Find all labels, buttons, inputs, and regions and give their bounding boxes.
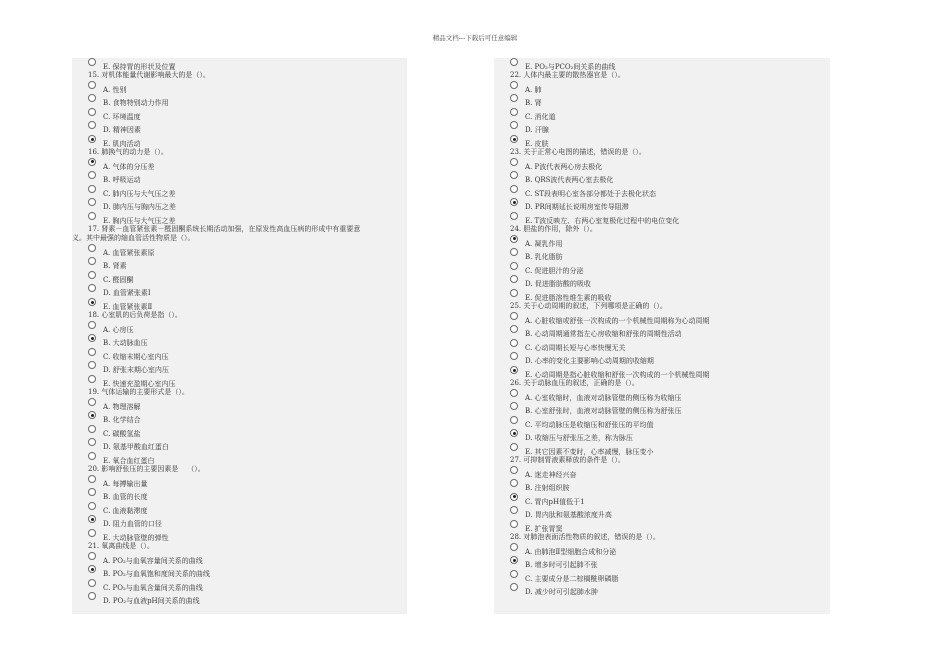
answer-option[interactable] <box>510 493 822 505</box>
answer-option[interactable] <box>88 108 399 120</box>
option-label: B. 肾素 <box>103 262 127 271</box>
radio-button[interactable] <box>510 402 518 410</box>
option-label: A. 迷走神经兴奋 <box>525 470 577 479</box>
radio-button-selected[interactable] <box>510 198 518 206</box>
option-label: E. PO₂与PCO₂间关系的曲线 <box>525 63 616 71</box>
answer-option[interactable] <box>510 339 822 351</box>
answer-option[interactable] <box>510 389 822 401</box>
answer-option[interactable] <box>88 452 399 464</box>
answer-option[interactable] <box>88 321 399 333</box>
answer-option[interactable] <box>88 411 399 423</box>
option-label: A. 由肺泡Ⅱ型细胞合成和分泌 <box>525 547 617 556</box>
radio-button[interactable] <box>510 94 518 102</box>
radio-button[interactable] <box>510 543 518 551</box>
radio-button-selected[interactable] <box>88 158 96 166</box>
radio-button[interactable] <box>88 198 96 206</box>
answer-option[interactable] <box>88 565 399 577</box>
option-label: B. 食物特别动力作用 <box>103 99 169 108</box>
question-text: 22. 人体内最主要的散热器官是（）。 <box>510 70 625 79</box>
radio-button[interactable] <box>88 212 96 220</box>
option-label: E. 氧合血红蛋白 <box>103 457 155 465</box>
answer-option[interactable] <box>88 475 399 487</box>
question-text: 28. 对肺泡表面活性物质的叙述，错误的是（）。 <box>510 532 660 541</box>
radio-button[interactable] <box>510 289 518 297</box>
radio-button[interactable] <box>510 212 518 220</box>
option-label: D. 汗腺 <box>525 126 549 135</box>
answer-option[interactable] <box>88 284 399 296</box>
radio-button[interactable] <box>510 506 518 514</box>
option-label: B. 肾 <box>525 99 542 108</box>
option-label: E. 胸内压与大气压之差 <box>103 217 176 225</box>
radio-button-selected[interactable] <box>88 135 96 143</box>
answer-option[interactable] <box>510 275 822 287</box>
answer-option[interactable] <box>88 375 399 387</box>
option-label: E. 快速充盈期心室内压 <box>103 380 176 388</box>
radio-button[interactable] <box>88 452 96 460</box>
option-label: E. 促进脂溶性维生素的吸收 <box>525 294 612 302</box>
radio-button[interactable] <box>510 520 518 528</box>
answer-option[interactable] <box>510 108 822 120</box>
option-label: C. 心动周期长短与心率快慢无关 <box>525 343 626 352</box>
answer-option[interactable] <box>510 429 822 441</box>
option-label: C. 环境温度 <box>103 112 141 121</box>
option-label: E. 扩张胃窦 <box>525 525 563 533</box>
option-label: B. QRS波代表两心室去极化 <box>525 176 614 185</box>
answer-option[interactable] <box>88 334 399 346</box>
option-label: B. 心室舒张时，血液对动脉管壁的侧压称为舒张压 <box>525 407 682 416</box>
radio-button[interactable] <box>88 552 96 560</box>
option-label: A. 心室收缩时，血液对动脉管壁的侧压称为收缩压 <box>525 393 682 402</box>
option-label: D. 收缩压与舒张压之差，称为脉压 <box>525 434 633 443</box>
question-text: 15. 对机体能量代谢影响最大的是（）。 <box>88 70 210 79</box>
radio-button[interactable] <box>510 466 518 474</box>
option-label: C. 消化道 <box>525 112 556 121</box>
answer-option[interactable] <box>88 212 399 224</box>
radio-button[interactable] <box>88 108 96 116</box>
answer-option[interactable] <box>510 158 822 170</box>
radio-button-selected[interactable] <box>88 411 96 419</box>
option-label: D. 促进脂肪酸的吸收 <box>525 280 591 289</box>
radio-button-selected[interactable] <box>88 298 96 306</box>
radio-button[interactable] <box>88 592 96 600</box>
answer-option[interactable] <box>88 271 399 283</box>
answer-option[interactable] <box>88 198 399 210</box>
question-text: 21. 氧离曲线是（）。 <box>88 541 154 550</box>
option-label: E. 皮肤 <box>525 140 549 148</box>
answer-option[interactable] <box>88 488 399 500</box>
radio-button[interactable] <box>510 312 518 320</box>
answer-option[interactable] <box>510 262 822 274</box>
answer-option[interactable] <box>510 94 822 106</box>
option-label: B. 增多时可引起肺不张 <box>525 561 598 570</box>
option-label: B. 大动脉血压 <box>103 339 148 348</box>
radio-button[interactable] <box>88 488 96 496</box>
radio-button[interactable] <box>88 321 96 329</box>
radio-button[interactable] <box>510 570 518 578</box>
option-label: D. 胃内肽和氨基酸浓度升高 <box>525 511 612 520</box>
answer-option[interactable] <box>88 158 399 170</box>
radio-button-selected[interactable] <box>510 366 518 374</box>
radio-button[interactable] <box>510 389 518 397</box>
option-label: A. 性别 <box>103 85 127 94</box>
option-label: B. 心动周期通常指左心房收缩和舒张的周期性活动 <box>525 330 682 339</box>
option-label: C. 促进胆汁的分泌 <box>525 266 584 275</box>
question-text-continuation: 义。其中最强的缩血管活性物质是（）。 <box>72 233 195 242</box>
answer-option[interactable] <box>510 443 822 455</box>
radio-button[interactable] <box>510 158 518 166</box>
radio-button[interactable] <box>88 94 96 102</box>
answer-option[interactable] <box>510 248 822 260</box>
answer-option[interactable] <box>88 398 399 410</box>
answer-option[interactable] <box>88 171 399 183</box>
answer-option[interactable] <box>88 135 399 147</box>
left-question-column <box>72 58 407 614</box>
answer-option[interactable] <box>510 352 822 364</box>
answer-option[interactable] <box>510 58 822 70</box>
option-label: D. PO₂与血液pH间关系的曲线 <box>103 597 200 606</box>
option-label: A. 凝乳作用 <box>525 239 563 248</box>
option-label: D. 减少时可引起肺水肿 <box>525 588 598 597</box>
radio-button[interactable] <box>88 284 96 292</box>
answer-option[interactable] <box>510 121 822 133</box>
answer-option[interactable] <box>88 361 399 373</box>
radio-button[interactable] <box>88 185 96 193</box>
radio-button[interactable] <box>510 352 518 360</box>
radio-button[interactable] <box>510 443 518 451</box>
answer-option[interactable] <box>88 425 399 437</box>
radio-button-selected[interactable] <box>510 429 518 437</box>
option-label: A. PO₂与血氧容量间关系的曲线 <box>103 556 203 565</box>
radio-button[interactable] <box>88 375 96 383</box>
radio-button-selected[interactable] <box>510 135 518 143</box>
answer-option[interactable] <box>510 198 822 210</box>
answer-option[interactable] <box>510 135 822 147</box>
question-text: 24. 胆盐的作用，除外（）。 <box>510 224 597 233</box>
radio-button[interactable] <box>88 58 96 66</box>
radio-button[interactable] <box>88 398 96 406</box>
answer-option[interactable] <box>88 502 399 514</box>
radio-button-selected[interactable] <box>510 493 518 501</box>
option-label: A. 心房压 <box>103 325 134 334</box>
question-text: 20. 影响舒张压的主要因素是 （）。 <box>88 464 205 473</box>
radio-button[interactable] <box>88 475 96 483</box>
option-label: A. 气体的分压差 <box>103 162 155 171</box>
answer-option[interactable] <box>510 289 822 301</box>
question-text: 17. 肾素－血管紧张素－醛固酮系统长期活动加强，在原发性高血压病的形成中有重要意 <box>88 224 361 233</box>
option-label: E. T波反映左、右两心室复极化过程中的电位变化 <box>525 217 680 225</box>
radio-button[interactable] <box>510 185 518 193</box>
radio-button[interactable] <box>510 81 518 89</box>
radio-button[interactable] <box>88 348 96 356</box>
option-label: A. 物理溶解 <box>103 402 141 411</box>
answer-option[interactable] <box>88 515 399 527</box>
option-label: B. 血管的长度 <box>103 493 148 502</box>
answer-option[interactable] <box>510 570 822 582</box>
answer-option[interactable] <box>510 366 822 378</box>
option-label: C. 主要成分是二棕榈酰卵磷脂 <box>525 574 619 583</box>
answer-option[interactable] <box>510 479 822 491</box>
option-label: A. 肺 <box>525 85 542 94</box>
option-label: E. 其它因素不变时，心率减慢，脉压变小 <box>525 448 654 456</box>
question-text: 25. 关于心动周期的叙述，下列哪项是正确的（）。 <box>510 301 667 310</box>
answer-option[interactable] <box>88 121 399 133</box>
answer-option[interactable] <box>88 529 399 541</box>
option-label: B. 呼吸运动 <box>103 176 141 185</box>
radio-button[interactable] <box>510 121 518 129</box>
option-label: E. 血管紧张素Ⅱ <box>103 303 153 311</box>
question-text: 23. 关于正常心电图的描述，错误的是（）。 <box>510 147 646 156</box>
option-label: E. 肌肉活动 <box>103 140 141 148</box>
answer-option[interactable] <box>88 438 399 450</box>
radio-button-selected[interactable] <box>510 235 518 243</box>
option-label: A. P波代表两心房去极化 <box>525 162 603 171</box>
option-label: C. 肺内压与大气压之差 <box>103 189 176 198</box>
answer-option[interactable] <box>88 552 399 564</box>
option-label: A. 心脏收缩或舒张一次构成的一个机械性周期称为心动周期 <box>525 316 710 325</box>
radio-button[interactable] <box>510 416 518 424</box>
answer-option[interactable] <box>88 185 399 197</box>
radio-button[interactable] <box>510 108 518 116</box>
option-label: C. 收缩末期心室内压 <box>103 352 169 361</box>
answer-option[interactable] <box>510 325 822 337</box>
option-label: D. 血管紧张素Ⅰ <box>103 289 151 298</box>
option-label: C. 胃内pH值低于1 <box>525 497 585 506</box>
answer-option[interactable] <box>510 583 822 595</box>
radio-button[interactable] <box>88 529 96 537</box>
answer-option[interactable] <box>510 556 822 568</box>
option-label: E. 保持胃的形状及位置 <box>103 63 176 71</box>
radio-button[interactable] <box>88 244 96 252</box>
radio-button[interactable] <box>510 171 518 179</box>
radio-button[interactable] <box>510 248 518 256</box>
answer-option[interactable] <box>510 416 822 428</box>
radio-button-selected[interactable] <box>510 556 518 564</box>
radio-button[interactable] <box>510 58 518 66</box>
radio-button[interactable] <box>510 583 518 591</box>
radio-button[interactable] <box>88 257 96 265</box>
answer-option[interactable] <box>88 298 399 310</box>
page-header: 精品文档---下载后可任意编辑 <box>432 34 518 42</box>
option-label: D. 舒张末期心室内压 <box>103 366 169 375</box>
answer-option[interactable] <box>88 348 399 360</box>
radio-button[interactable] <box>88 361 96 369</box>
radio-button[interactable] <box>88 425 96 433</box>
option-label: D. 氨基甲酸血红蛋白 <box>103 443 169 452</box>
answer-option[interactable] <box>88 592 399 604</box>
option-label: D. 心率的变化主要影响心动周期的收缩期 <box>525 357 654 366</box>
option-label: E. 心动周期是指心脏收缩和舒张一次构成的一个机械性周期 <box>525 371 710 379</box>
radio-button[interactable] <box>88 81 96 89</box>
option-label: D. 精神因素 <box>103 126 141 135</box>
option-label: D. PR间期延长说明房室传导阻滞 <box>525 203 629 212</box>
radio-button-selected[interactable] <box>88 565 96 573</box>
answer-option[interactable] <box>510 212 822 224</box>
answer-option[interactable] <box>88 81 399 93</box>
option-label: C. 平均动脉压是收缩压和舒张压的平均值 <box>525 420 654 429</box>
answer-option[interactable] <box>510 506 822 518</box>
option-label: C. ST段表明心室各部分都处于去极化状态 <box>525 189 657 198</box>
radio-button[interactable] <box>88 579 96 587</box>
radio-button[interactable] <box>88 171 96 179</box>
answer-option[interactable] <box>510 402 822 414</box>
radio-button[interactable] <box>510 479 518 487</box>
answer-option[interactable] <box>510 543 822 555</box>
option-label: C. 碳酸氢盐 <box>103 429 141 438</box>
answer-option[interactable] <box>88 579 399 591</box>
question-text: 16. 肺换气的动力是（）。 <box>88 147 168 156</box>
answer-option[interactable] <box>510 235 822 247</box>
radio-button[interactable] <box>88 502 96 510</box>
option-label: D. 肺内压与胸内压之差 <box>103 203 176 212</box>
radio-button[interactable] <box>88 438 96 446</box>
option-label: A. 血管紧张素原 <box>103 248 155 257</box>
answer-option[interactable] <box>88 257 399 269</box>
radio-button-selected[interactable] <box>88 515 96 523</box>
option-label: B. PO₂与血氧饱和度间关系的曲线 <box>103 570 210 579</box>
right-question-column <box>494 58 830 614</box>
question-text: 18. 心室肌的后负荷是指（）。 <box>88 310 182 319</box>
radio-button-selected[interactable] <box>88 334 96 342</box>
radio-button[interactable] <box>510 262 518 270</box>
answer-option[interactable] <box>88 244 399 256</box>
option-label: A. 每搏输出量 <box>103 479 148 488</box>
option-label: D. 阻力血管的口径 <box>103 520 162 529</box>
option-label: B. 乳化脂肪 <box>525 253 563 262</box>
answer-option[interactable] <box>88 94 399 106</box>
answer-option[interactable] <box>510 185 822 197</box>
option-label: B. 注射组织胺 <box>525 484 570 493</box>
answer-option[interactable] <box>510 81 822 93</box>
question-text: 26. 关于动脉血压的叙述，正确的是（）。 <box>510 378 639 387</box>
answer-option[interactable] <box>510 171 822 183</box>
question-text: 27. 可抑制胃液素释放的条件是（）。 <box>510 455 625 464</box>
radio-button[interactable] <box>88 271 96 279</box>
radio-button[interactable] <box>510 275 518 283</box>
answer-option[interactable] <box>510 466 822 478</box>
option-label: E. 大动脉管壁的弹性 <box>103 534 169 542</box>
option-label: C. 醛固酮 <box>103 275 134 284</box>
option-label: C. PO₂与血氧含量间关系的曲线 <box>103 583 203 592</box>
answer-option[interactable] <box>510 312 822 324</box>
answer-option[interactable] <box>88 58 399 70</box>
option-label: B. 化学结合 <box>103 416 141 425</box>
option-label: C. 血液黏滞度 <box>103 506 148 515</box>
radio-button[interactable] <box>88 121 96 129</box>
answer-option[interactable] <box>510 520 822 532</box>
question-text: 19. 气体运输的主要形式是（）。 <box>88 387 189 396</box>
radio-button[interactable] <box>510 339 518 347</box>
radio-button[interactable] <box>510 325 518 333</box>
